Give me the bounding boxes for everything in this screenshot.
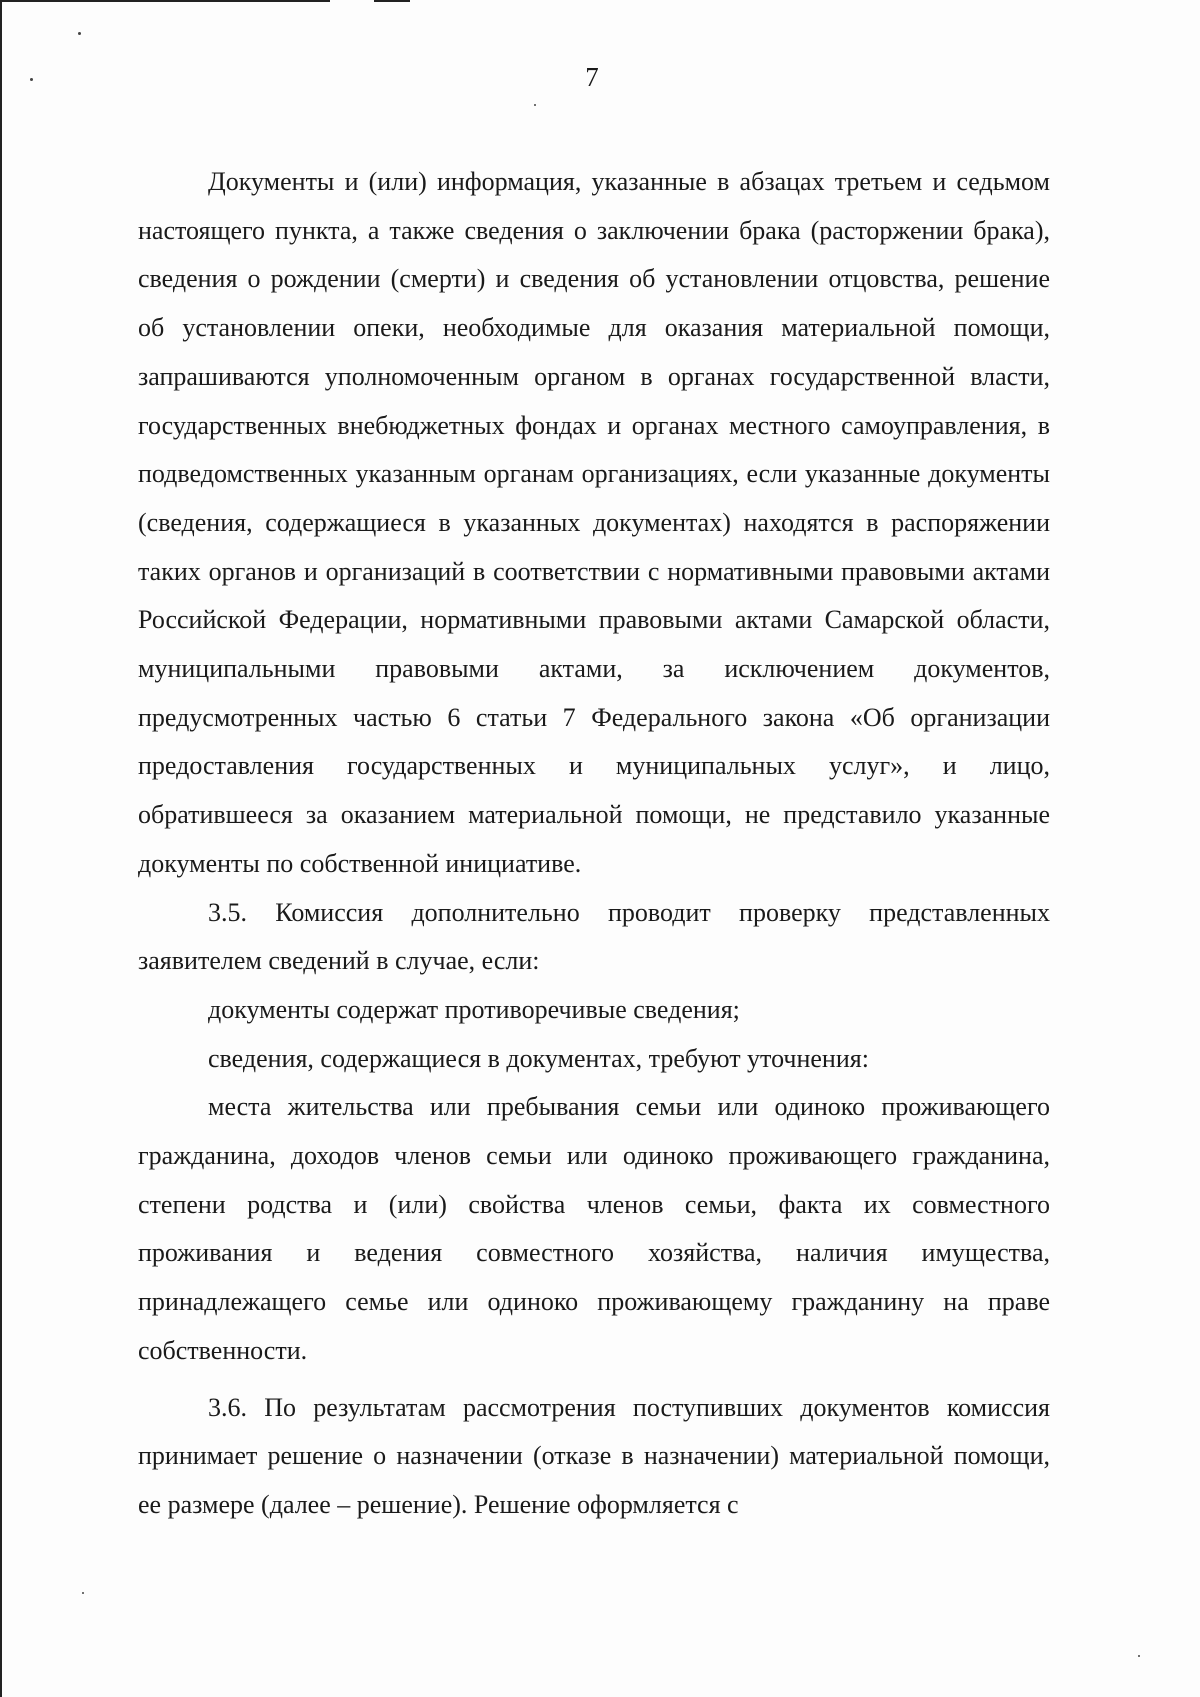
scan-speck [1138,1655,1140,1657]
paragraph-3-6: 3.6. По результатам рассмотрения поступивших документов комиссия принимает решение о назначении (отказе в назначении) материальной помощи, ее размере (далее – решение). Решение оформляется с [138,1392,1050,1519]
paragraph-contradictory: документы содержат противоречивые сведения; [208,994,740,1024]
paragraph-residence-details: места жительства или пребывания семьи или одиноко проживающего гражданина, доходов членов семьи или одиноко проживающего гражданина, степени родства и (или) свойства членов семьи, факта их совместного проживания и ведения совместного хозяйства, наличия имущества, принадлежащего семье или одиноко проживающему гражданину на праве собственности. [138,1092,1050,1365]
scan-edge-left [0,0,2,1697]
page-number: 7 [585,62,599,92]
scan-speck [82,1592,84,1594]
paragraph-clarification: сведения, содержащиеся в документах, требуют уточнения: [208,1043,869,1073]
paragraph-documents-request: Документы и (или) информация, указанные в абзацах третьем и седьмом настоящего пункта, а также сведения о заключении брака (расторжении брака), сведения о рождении (смерти) и сведения об установлении отцовства, решение об установлении опеки, необходимые для оказания материальной помощи, запрашиваются уполномоченным органом в органах государственной власти, государственных внебюджетных фондах и органах местного самоуправления, в подведомственных указанным органам организациях, если указанные документы (сведения, содержащиеся в указанных документах) находятся в распоряжении таких органов и организаций в соответствии с нормативными правовыми актами Российской Федерации, нормативными правовыми актами Самарской области, муниципальными правовыми актами, за исключением документов, предусмотренных частью 6 статьи 7 Федерального закона «Об организации предоставления государственных и муниципальных услуг», и лицо, обратившееся за оказанием материальной помощи, не представило указанные документы по собственной инициативе. [138,167,1050,878]
paragraph-3-5: 3.5. Комиссия дополнительно проводит проверку представленных заявителем сведений в случае, если: [138,897,1050,976]
scan-speck [78,32,81,35]
paragraph-gap [138,1376,1050,1384]
scan-edge-top-segment [374,0,410,2]
document-body [138,158,1050,1530]
scan-edge-top [0,0,330,2]
scan-speck [534,104,536,106]
